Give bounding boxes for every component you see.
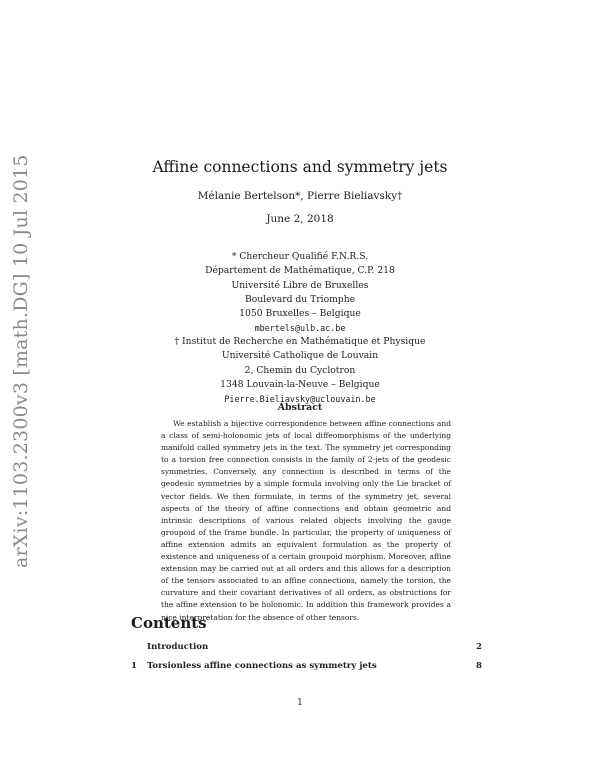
- affiliation-2: [0, 335, 600, 406]
- affiliation-1-line: Boulevard du Triomphe: [244, 293, 356, 305]
- affiliation-1-line: * Chercheur Qualifié F.N.R.S.: [231, 251, 369, 262]
- affiliation-2-email[interactable]: Pierre.Bieliavsky@uclouvain.be: [224, 394, 376, 405]
- affiliation-1-email[interactable]: mbertels@ulb.ac.be: [254, 323, 346, 334]
- authors: Mélanie Bertelson*, Pierre Bieliavsky†: [197, 190, 403, 202]
- contents-heading: Contents: [131, 614, 207, 632]
- paper-title: Affine connections and symmetry jets: [152, 158, 448, 176]
- date: June 2, 2018: [266, 213, 334, 225]
- toc-entry-page: 8: [476, 661, 482, 671]
- affiliation-1: [0, 250, 600, 336]
- affiliation-1-line: Département de Mathématique, C.P. 218: [205, 265, 395, 277]
- page-number: 1: [297, 698, 303, 708]
- toc-entry-introduction[interactable]: [131, 642, 482, 656]
- toc-entry-number: 1: [131, 661, 137, 671]
- affiliation-1-line: 1050 Bruxelles – Belgique: [239, 308, 361, 320]
- toc-entry-label: Introduction: [147, 642, 209, 652]
- abstract-text: We establish a bijective correspondence between affine connections and a class of semi-holonomic jets of local diffeomorphisms of the underlying manifold called symmetry jets in the text. The symmetry jet corresponding to a torsion free connection consists in the family of 2-jets of the geodesic symmetries. Conversely, any connection is described in terms of the geodesic symmetries by a simple formula involving only the Lie bracket of vector fields. We then formulate, in terms of the symmetry jet, several aspects of the theory of affine connections and obtain geometric and intrinsic descriptions of various related objects involving the gauge groupoid of the frame bundle. In particular, the property of uniqueness of affine extension admits an equivalent formulation as the property of existence and uniqueness of a certain groupoid morphism. Moreover, affine extension may be carried out at all orders and this allows for a description of the tensors associated to an affine connections, namely the torsion, the curvature and their covariant derivatives of all orders, as obstructions for the affine extension to be holonomic. In addition this framework provides a nice interpretation for the absence of other tensors.: [161, 419, 451, 622]
- arxiv-identifier: arXiv:1103.2300v3 [math.DG] 10 Jul 2015: [10, 154, 32, 568]
- affiliation-2-line: 2, Chemin du Cyclotron: [244, 364, 356, 376]
- toc-entry-label: Torsionless affine connections as symmetry jets: [147, 661, 377, 671]
- affiliation-2-line: † Institut de Recherche en Mathématique et Physique: [174, 336, 426, 347]
- abstract-heading: Abstract: [277, 402, 323, 413]
- toc-entry-page: 2: [476, 642, 482, 652]
- affiliation-1-line: Université Libre de Bruxelles: [231, 279, 369, 291]
- affiliation-2-line: Université Catholique de Louvain: [221, 350, 379, 362]
- toc-entry-section-1[interactable]: [131, 661, 482, 675]
- affiliation-2-line: 1348 Louvain-la-Neuve – Belgique: [220, 378, 380, 390]
